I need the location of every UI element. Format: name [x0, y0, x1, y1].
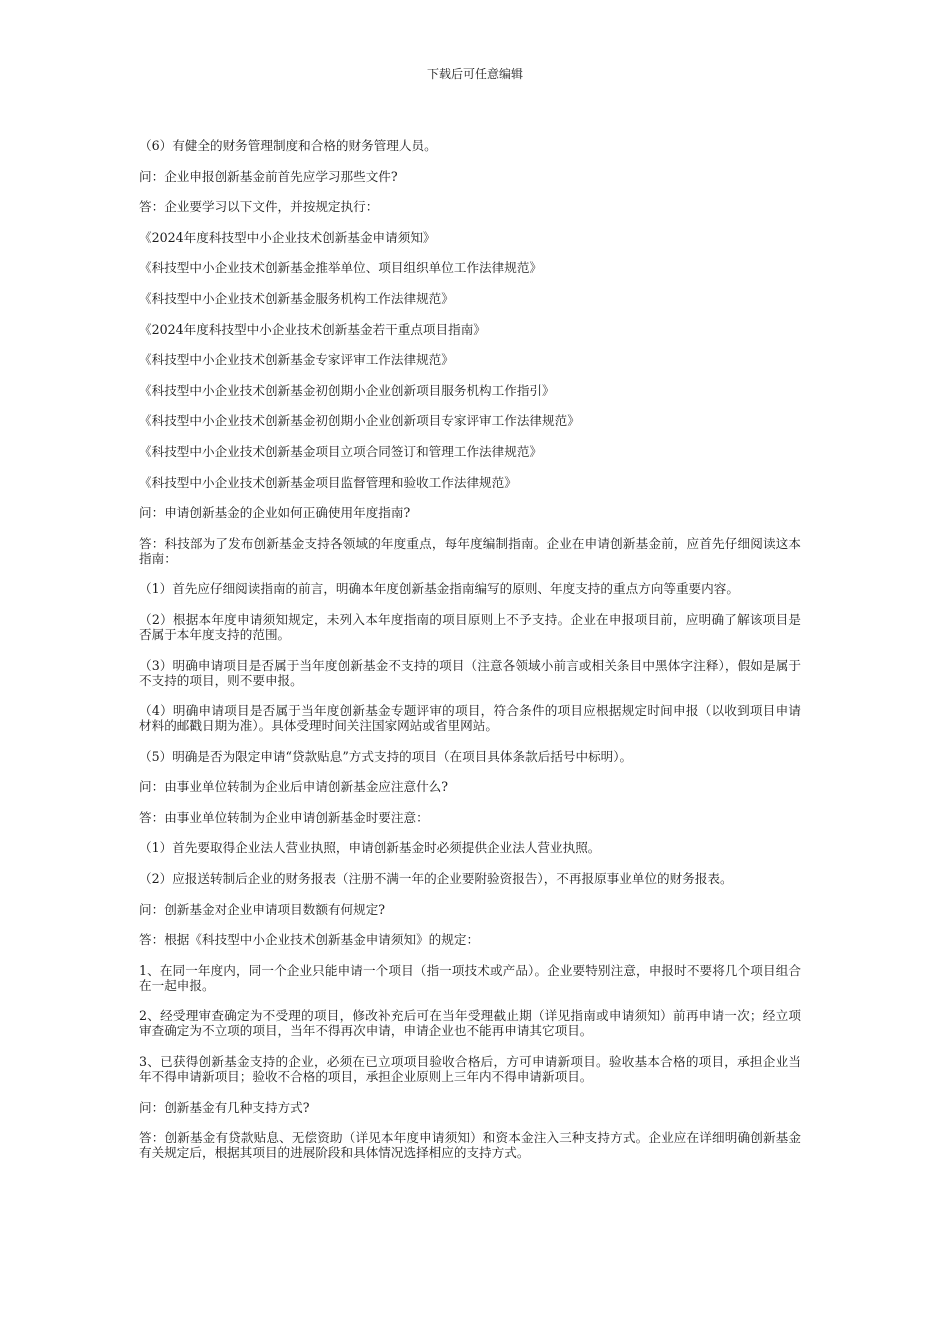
paragraph: （5）明确是否为限定申请“贷款贴息”方式支持的项目（在项目具体条款后括号中标明）。 [139, 748, 633, 764]
page-header: 下载后可任意编辑 [426, 67, 523, 81]
paragraph: （2）应报送转制后企业的财务报表（注册不满一年的企业要附验资报告），不再报原事业单位的财务报表。 [139, 871, 733, 887]
paragraph: 2、经受理审查确定为不受理的项目，修改补充后可在当年受理截止期（详见指南或申请须知）前再申请一次；经立项审查确定为不立项的项目，当年不得再次申请，申请企业也不能再申请其它项目。 [139, 1008, 801, 1039]
paragraph: 答：企业要学习以下文件，并按规定执行： [139, 199, 379, 215]
paragraph: 《科技型中小企业技术创新基金初创期小企业创新项目服务机构工作指引》 [139, 382, 555, 398]
paragraph: 问：由事业单位转制为企业后申请创新基金应注意什么? [139, 779, 449, 795]
paragraph: 问：申请创新基金的企业如何正确使用年度指南? [139, 505, 411, 521]
paragraph: （2）根据本年度申请须知规定，未列入本年度指南的项目原则上不予支持。企业在申报项目前，应明确了解该项目是否属于本年度支持的范围。 [139, 611, 801, 642]
paragraph: 答：根据《科技型中小企业技术创新基金申请须知》的规定： [139, 932, 480, 948]
paragraph: 《科技型中小企业技术创新基金服务机构工作法律规范》 [139, 290, 454, 306]
paragraph: 《科技型中小企业技术创新基金项目监督管理和验收工作法律规范》 [139, 474, 517, 490]
paragraph: （1）首先应仔细阅读指南的前言，明确本年度创新基金指南编写的原则、年度支持的重点方向等重要内容。 [139, 581, 739, 597]
paragraph: 答：科技部为了发布创新基金支持各领域的年度重点，每年度编制指南。企业在申请创新基金前，应首先仔细阅读这本指南： [139, 535, 801, 566]
paragraph: 问：创新基金对企业申请项目数额有何规定? [139, 901, 386, 917]
document-body [139, 138, 801, 1176]
paragraph: 问：企业申报创新基金前首先应学习那些文件? [139, 168, 398, 184]
paragraph: 答：由事业单位转制为企业申请创新基金时要注意： [139, 809, 429, 825]
paragraph: 《科技型中小企业技术创新基金专家评审工作法律规范》 [139, 352, 454, 368]
paragraph: 《2024年度科技型中小企业技术创新基金若干重点项目指南》 [139, 321, 486, 337]
paragraph: 答：创新基金有贷款贴息、无偿资助（详见本年度申请须知）和资本金注入三种支持方式。企业应在详细明确创新基金有关规定后，根据其项目的进展阶段和具体情况选择相应的支持方式。 [139, 1130, 801, 1161]
paragraph: （4）明确申请项目是否属于当年度创新基金专题评审的项目，符合条件的项目应根据规定时间申报（以收到项目申请材料的邮戳日期为准）。具体受理时间关注国家网站或省里网站。 [139, 703, 801, 734]
paragraph: （3）明确申请项目是否属于当年度创新基金不支持的项目（注意各领域小前言或相关条目中黑体字注释），假如是属于不支持的项目，则不要申报。 [139, 657, 801, 688]
paragraph: 3、已获得创新基金支持的企业，必须在已立项项目验收合格后，方可申请新项目。验收基本合格的项目，承担企业当年不得申请新项目；验收不合格的项目，承担企业原则上三年内不得申请新项目。 [139, 1054, 801, 1085]
paragraph: 问：创新基金有几种支持方式? [139, 1099, 310, 1115]
paragraph: 1、在同一年度内，同一个企业只能申请一个项目（指一项技术或产品）。企业要特别注意，申报时不要将几个项目组合在一起申报。 [139, 962, 801, 993]
paragraph: （1）首先要取得企业法人营业执照，申请创新基金时必须提供企业法人营业执照。 [139, 840, 601, 856]
paragraph: （6）有健全的财务管理制度和合格的财务管理人员。 [139, 138, 437, 153]
paragraph: 《科技型中小企业技术创新基金项目立项合同签订和管理工作法律规范》 [139, 443, 542, 459]
paragraph: 《科技型中小企业技术创新基金推举单位、项目组织单位工作法律规范》 [139, 260, 542, 276]
paragraph: 《2024年度科技型中小企业技术创新基金申请须知》 [139, 229, 436, 245]
paragraph: 《科技型中小企业技术创新基金初创期小企业创新项目专家评审工作法律规范》 [139, 413, 580, 429]
